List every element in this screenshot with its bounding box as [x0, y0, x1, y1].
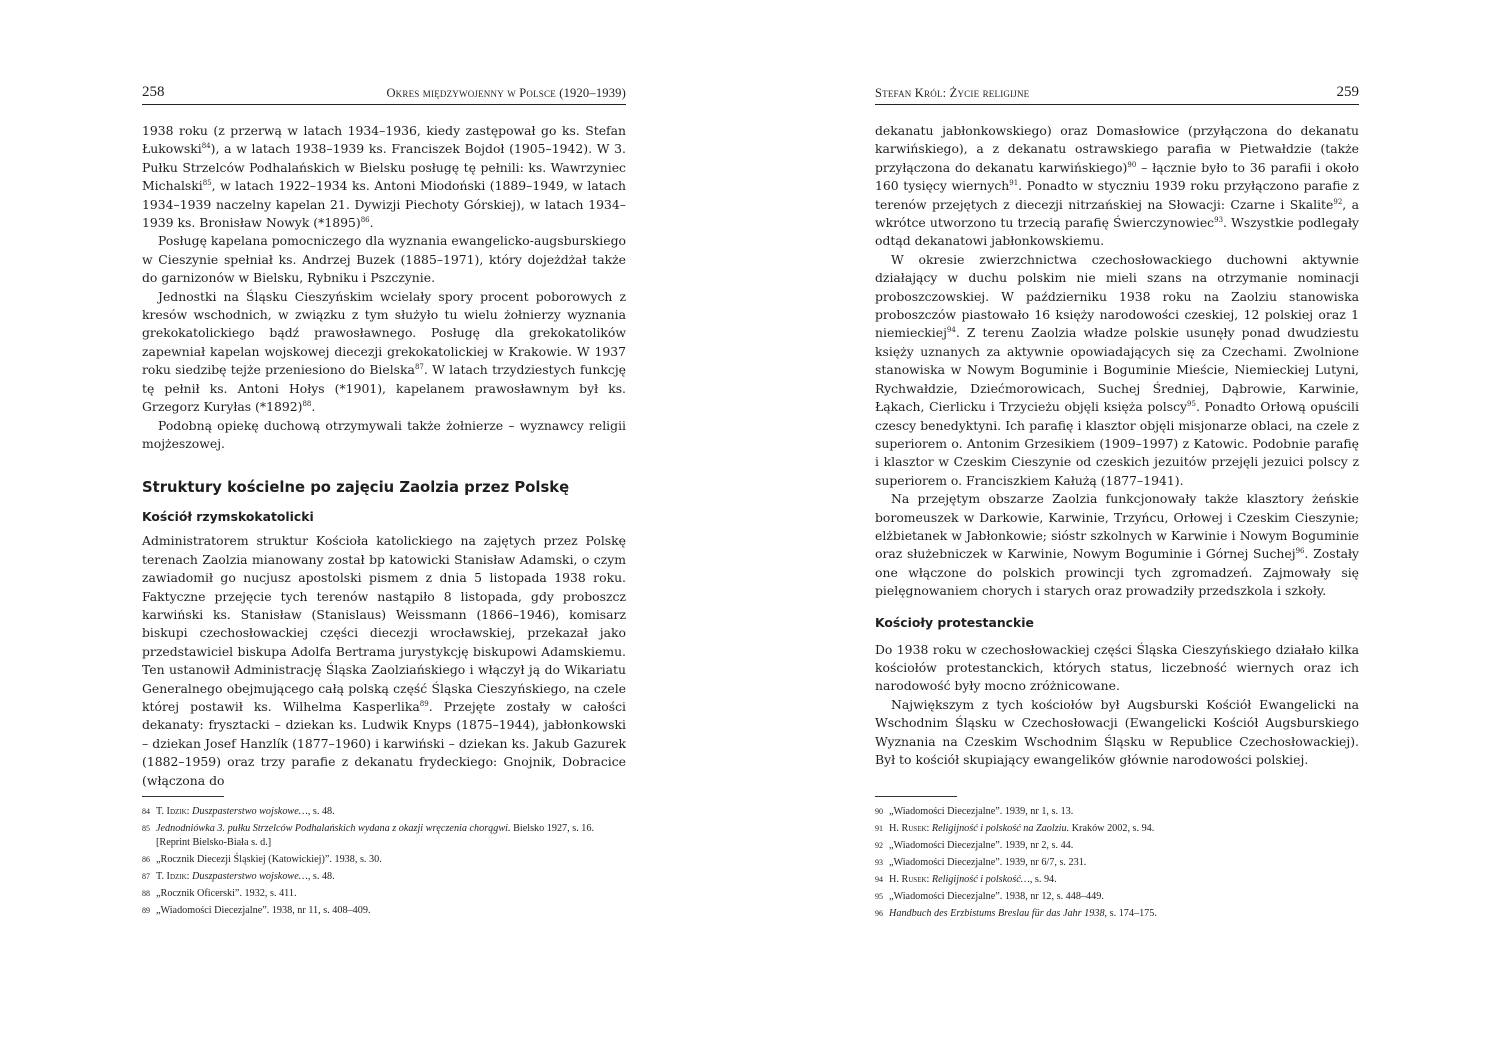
right-page: [875, 0, 1359, 1039]
paragraph: Podobną opiekę duchową otrzymywali także żołnierze – wyznawcy religii mojżeszowej.: [142, 417, 626, 451]
footnote: 94 H. Rusek: Religijność i polskość…, s. 94.: [875, 873, 1057, 885]
footnote-rule: [875, 796, 957, 797]
footnotes: [142, 805, 626, 921]
left-page-body: [142, 122, 626, 790]
footnote-ref[interactable]: 85: [202, 179, 212, 188]
footnote-ref[interactable]: 88: [302, 400, 312, 409]
footnote-ref[interactable]: 92: [1333, 197, 1343, 206]
footnote-ref[interactable]: 93: [1214, 216, 1224, 225]
left-page: [142, 0, 626, 1039]
footnote: 90 „Wiadomości Diecezjalne”. 1939, nr 1, s. 13.: [875, 806, 1074, 817]
footnote-ref[interactable]: 90: [1127, 160, 1137, 169]
subsection-heading: Kościoły protestanckie: [875, 614, 1034, 630]
footnote: 93 „Wiadomości Diecezjalne”. 1939, nr 6/7, s. 231.: [875, 856, 1087, 868]
footnote-ref[interactable]: 86: [360, 216, 370, 225]
footnote-ref[interactable]: 96: [1295, 547, 1305, 556]
footnote: 87 T. Idzik: Duszpasterstwo wojskowe…, s. 48.: [142, 870, 335, 882]
footnote: 88 „Rocznik Oficerski”. 1932, s. 411.: [142, 887, 297, 899]
page-number: 259: [1336, 84, 1359, 100]
paragraph: 1938 roku (z przerwą w latach 1934–1936, kiedy zastępował go ks. Stefan Łukowski$^{84}$), a w latach 1938–1939 ks. Franciszek Bojdoł (1905–1942). W 3. Pułku Strzelców Podhalańskich w Bielsku posługę tę pełnili: ks. Wawrzyniec Michalski$^{85}$, w latach 1922–1934 ks. Antoni Miodoński (1889–1949, w latach 1934–1939 naczelny kapelan 21. Dywizji Piechoty Górskiej), w latach 1934–1939 ks. Bronisław Nowyk $(*1895)^{86}$.: [142, 123, 626, 231]
paragraph: Do 1938 roku w czechosłowackiej części Śląska Cieszyńskiego działało kilka kościołów protestanckich, których status, liczebność wiernych oraz ich narodowość były mocno zróżnicowane.: [875, 641, 1359, 694]
paragraph: Jednostki na Śląsku Cieszyńskim wcielały spory procent poborowych z kresów wschodnich, w związku z tym służyło tu wielu żołnierzy wyznania grekokatolickiego bądź prawosławnego. Posługę dla grekokatolików zapewniał kapelan wojskowej diecezji grekokatolickiej w Krakowie. W 1937 roku siedzibę tejże przeniesiono do Bielska$^{87}$. W latach trzydziestych funkcję tę pełnił ks. Antoni Hołys (*1901), kapelanem prawosławnym był ks. Grzegorz Kuryłas $(*1892)^{88}$.: [142, 288, 626, 415]
paragraph: Na przejętym obszarze Zaolzia funkcjonowały także klasztory żeńskie boromeuszek w Darkowie, Karwinie, Trzyńcu, Orłowej i Czeskim Cieszynie; elżbietanek w Jabłonkowie; sióstr szkolnych w Karwinie i Nowym Boguminie oraz służebniczek w Karwinie, Nowym Boguminie i Górnej Suchej$^{96}$. Zostały one włączone do polskich prowincji tych zgromadzeń. Zajmowały się pielęgnowaniem chorych i starych oraz prowadziły przedszkola i szkoły.: [875, 491, 1359, 599]
footnote: 86 „Rocznik Diecezji Śląskiej (Katowickiej)”. 1938, s. 30.: [142, 853, 382, 865]
right-page-header: [875, 84, 1359, 105]
footnote: 85 Jednodniówka 3. pułku Strzelców Podhalańskich wydana z okazji wręczenia chorągwi. Bielsko 1927, s. 16. [Reprint Bielsko-Biała s. d.]: [142, 822, 595, 848]
footnotes: [875, 805, 1359, 924]
right-page-body: [875, 122, 1359, 769]
footnote-ref[interactable]: 84: [201, 142, 211, 151]
footnote: 95 „Wiadomości Diecezjalne”. 1938, nr 12, s. 448–449.: [875, 890, 1104, 902]
footnote: 91 H. Rusek: Religijność i polskość na Zaolziu. Kraków 2002, s. 94.: [875, 822, 1155, 834]
footnote: 96 Handbuch des Erzbistums Breslau für das Jahr 1938, s. 174–175.: [875, 907, 1157, 919]
footnote-ref[interactable]: 94: [946, 326, 956, 335]
paragraph: Administratorem struktur Kościoła katolickiego na zajętych przez Polskę terenach Zaolzia mianowany został bp katowicki Stanisław Adamski, o czym zawiadomił go nucjusz apostolski pismem z dnia 5 listopada 1938 roku. Faktyczne przejęcie tych terenów nastąpiło 8 listopada, gdy proboszcz karwiński ks. Stanisław (Stanislaus) Weissmann (1866–1946), komisarz biskupi czechosłowackiej części diecezji wrocławskiej, przekazał jako przedstawiciel biskupa Adolfa Bertrama jurystykcję biskupowi Adamskiemu. Ten ustanowił Administrację Śląska Zaolziańskiego i włączył ją do Wikariatu Generalnego obejmującego całą polską część Śląska Cieszyńskiego, na czele której postawił ks. Wilhelma Kasperlika$^{89}$. Przejęte zostały w całości dekanaty: frysztacki – dziekan ks. Ludwik Knyps (1875–1944), jabłonkowski – dziekan Josef Hanzlík (1877–1960) i karwiński – dziekan ks. Jakub Gazurek (1882–1959) oraz trzy parafie z dekanatu frydeckiego: Gnojnik, Dobracice (włączona do: [142, 533, 626, 788]
subsection-heading: Kościół rzymskokatolicki: [142, 509, 314, 525]
footnote-ref[interactable]: 95: [1187, 400, 1196, 409]
footnote-ref[interactable]: 91: [1009, 179, 1019, 188]
paragraph: Największym z tych kościołów był Augsburski Kościół Ewangelicki na Wschodnim Śląsku w Czechosłowacji (Ewangelicki Kościół Augsburskiego Wyznania na Czeskim Wschodnim Śląsku w Republice Czechosłowackiej). Był to kościół skupiający ewangelików głównie narodowości polskiej.: [875, 696, 1359, 767]
running-head: Okres międzywojenny w Polsce (1920–1939): [386, 86, 626, 100]
footnote: 89 „Wiadomości Diecezjalne”. 1938, nr 11, s. 408–409.: [142, 904, 371, 916]
paragraph: dekanatu jabłonkowskiego) oraz Domasłowice (przyłączona do dekanatu karwińskiego), a z dekanatu ostrawskiego parafia w Pietwałdzie (także przyłączona do dekanatu karwińskiego)$^{90}$ – łącznie było to 36 parafii i około 160 tysięcy wiernych$^{91}$. Ponadto w styczniu 1939 roku przyłączono parafie z terenów przejętych z diecezji nitrzańskiej na Słowacji: Czarne i Skalite$^{92}$, a wkrótce utworzono tu trzecią parafię Świerczynowiec$^{93}$. Wszystkie podlegały odtąd dekanatowi jabłonkowskiemu.: [875, 123, 1360, 249]
footnote-ref[interactable]: 89: [419, 699, 429, 708]
page-number: 258: [142, 84, 165, 100]
footnote: 84 T. Idzik: Duszpasterstwo wojskowe…, s. 48.: [142, 806, 335, 817]
left-page-header: [142, 84, 626, 105]
footnote: 92 „Wiadomości Diecezjalne”. 1939, nr 2, s. 44.: [875, 839, 1074, 851]
section-heading: Struktury kościelne po zajęciu Zaolzia przez Polskę: [142, 479, 570, 497]
paragraph: Posługę kapelana pomocniczego dla wyznania ewangelicko-augsburskiego w Cieszynie spełniał ks. Andrzej Buzek (1885–1971), który dojeżdżał także do garnizonów w Bielsku, Rybniku i Pszczynie.: [142, 233, 626, 286]
footnote-rule: [142, 796, 224, 797]
paragraph: W okresie zwierzchnictwa czechosłowackiego duchowni aktywnie działający w duchu polskim nie mieli szans na otrzymanie nominacji proboszczowskiej. W październiku 1938 roku na Zaolziu stanowiska proboszczów piastowało 16 księży narodowości czeskiej, 12 polskiej oraz 1 niemieckiej$^{94}$. Z terenu Zaolzia władze polskie usunęły ponad dwudziestu księży uznanych za aktywnie opowiadających się za Czechami. Zwolnione stanowiska w Nowym Boguminie i Boguminie Mieście, Niemieckiej Lutyni, Rychwałdzie, Dziećmorowicach, Suchej Średniej, Dąbrowie, Karwinie, Łąkach, Cierlicku i Trzycieżu objęli księża polscy$^{95}$. Ponadto Orłową opuścili czescy benedyktyni. Ich parafię i klasztor objęli misjonarze oblaci, na czele z superiorem o. Antonim Grzesikiem (1909–1997) z Katowic. Podobnie parafię i klasztor w Czeskim Cieszynie od czeskich jezuitów przejęli jezuici polscy z superiorem o. Franciszkiem Kałużą (1877–1941).: [875, 251, 1359, 488]
running-head: Stefan Król: Życie religijne: [875, 86, 1030, 100]
footnote-ref[interactable]: 87: [414, 363, 424, 372]
